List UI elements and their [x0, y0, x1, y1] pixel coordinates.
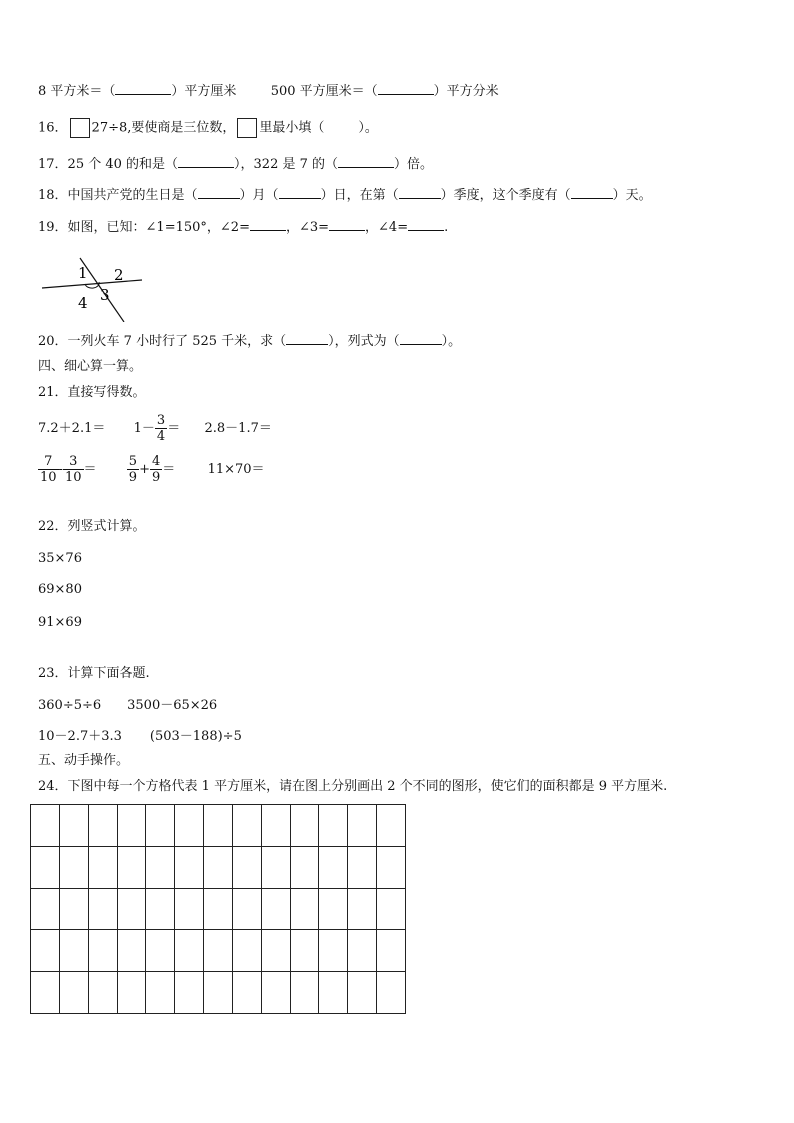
grid-cell[interactable] — [204, 805, 233, 847]
grid-cell[interactable] — [59, 846, 88, 888]
answer-blank[interactable] — [399, 186, 441, 199]
grid-cell[interactable] — [88, 972, 117, 1014]
answer-blank[interactable] — [250, 218, 286, 231]
grid-cell[interactable] — [59, 888, 88, 930]
text: ），322 是 7 的（ — [234, 157, 339, 172]
grid-row — [31, 888, 406, 930]
grid-cell[interactable] — [146, 888, 175, 930]
grid-cell[interactable] — [31, 888, 60, 930]
grid-cell[interactable] — [319, 846, 348, 888]
grid-cell[interactable] — [204, 930, 233, 972]
grid-cell[interactable] — [261, 888, 290, 930]
expression: ＝ — [83, 462, 97, 477]
numerator: 7 — [38, 454, 59, 470]
grid-cell[interactable] — [377, 888, 406, 930]
grid-row — [31, 805, 406, 847]
question-23-row-1 — [38, 697, 217, 715]
grid-cell[interactable] — [377, 805, 406, 847]
question-23-row-2 — [38, 728, 242, 746]
text: ）平方厘米 — [171, 84, 237, 99]
grid-cell[interactable] — [31, 846, 60, 888]
grid-cell[interactable] — [204, 972, 233, 1014]
question-19 — [38, 218, 448, 237]
question-22-title: 22．列竖式计算。 — [38, 519, 146, 534]
angle-label-3: 3 — [100, 286, 110, 304]
grid-cell[interactable] — [232, 972, 261, 1014]
vertical-calc-item: 69×80 — [38, 582, 82, 597]
fraction — [38, 454, 59, 485]
question-21-row-2 — [38, 454, 265, 486]
numerator: 3 — [156, 413, 166, 428]
grid-cell[interactable] — [59, 805, 88, 847]
vertical-calc-item: 35×76 — [38, 551, 82, 566]
answer-blank[interactable] — [329, 218, 365, 231]
question-21-row-1 — [38, 413, 272, 445]
grid-cell[interactable] — [146, 972, 175, 1014]
grid-cell[interactable] — [175, 972, 204, 1014]
answer-blank[interactable] — [338, 155, 394, 168]
fraction — [63, 454, 84, 485]
grid-cell[interactable] — [59, 972, 88, 1014]
section-4-heading: 四、细心算一算。 — [38, 359, 143, 374]
answer-blank[interactable] — [571, 186, 613, 199]
grid-cell[interactable] — [319, 888, 348, 930]
square-grid[interactable] — [30, 804, 406, 1014]
text: 19．如图，已知：∠1=150°，∠2= — [38, 220, 250, 235]
question-17 — [38, 155, 433, 174]
angle-label-1: 1 — [78, 264, 88, 282]
question-number: 16． — [38, 120, 68, 136]
answer-blank[interactable] — [115, 82, 171, 95]
text: 500 平方厘米＝（ — [270, 84, 378, 99]
grid-cell[interactable] — [290, 888, 319, 930]
text: 18．中国共产党的生日是（ — [38, 188, 198, 203]
angle-label-2: 2 — [114, 266, 124, 284]
grid-cell[interactable] — [31, 805, 60, 847]
grid-cell[interactable] — [31, 930, 60, 972]
expression: 7.2＋2.1＝ — [38, 421, 106, 436]
grid-cell[interactable] — [377, 846, 406, 888]
horizontal-line — [42, 280, 142, 288]
grid-cell[interactable] — [232, 888, 261, 930]
answer-blank[interactable] — [408, 218, 444, 231]
grid-row — [31, 972, 406, 1014]
answer-blank[interactable] — [198, 186, 240, 199]
answer-blank[interactable] — [178, 155, 234, 168]
grid-cell[interactable] — [175, 805, 204, 847]
grid-cell[interactable] — [117, 972, 146, 1014]
text: ）月（ — [239, 188, 279, 203]
fraction — [127, 454, 139, 485]
question-21-title: 21．直接写得数。 — [38, 385, 146, 400]
text: 8 平方米＝（ — [38, 84, 116, 99]
grid-cell[interactable] — [117, 888, 146, 930]
denominator: 9 — [128, 470, 138, 485]
text: ，∠3= — [285, 220, 330, 235]
grid-cell[interactable] — [348, 846, 377, 888]
expression: 360÷5÷6 — [38, 698, 102, 713]
grid-cell[interactable] — [175, 888, 204, 930]
text: . — [444, 220, 449, 235]
expression: (503－188)÷5 — [149, 729, 242, 744]
denominator: 9 — [151, 470, 161, 485]
question-15-area-conversion — [38, 82, 499, 101]
grid-cell[interactable] — [261, 972, 290, 1014]
text: ）季度，这个季度有（ — [440, 188, 571, 203]
text: 里最小填（ — [259, 120, 325, 136]
grid-cell[interactable] — [117, 846, 146, 888]
vertical-calc-item: 91×69 — [38, 615, 82, 630]
denominator: 10 — [64, 470, 82, 485]
angle-label-4: 4 — [78, 294, 88, 312]
text: 20．一列火车 7 小时行了 525 千米，求（ — [38, 334, 287, 349]
grid-cell[interactable] — [319, 972, 348, 1014]
expression: ＝ — [167, 421, 181, 436]
grid-cell[interactable] — [88, 805, 117, 847]
grid-cell[interactable] — [31, 972, 60, 1014]
question-16 — [38, 118, 378, 138]
denominator: 10 — [40, 470, 57, 485]
text: ）。 — [358, 120, 378, 136]
grid-cell[interactable] — [175, 930, 204, 972]
text: ）日，在第（ — [320, 188, 399, 203]
grid-cell[interactable] — [88, 930, 117, 972]
grid-cell[interactable] — [348, 888, 377, 930]
expression: 2.8－1.7＝ — [204, 421, 272, 436]
grid-row — [31, 846, 406, 888]
grid-cell[interactable] — [232, 805, 261, 847]
grid-cell[interactable] — [59, 930, 88, 972]
text: ）平方分米 — [433, 84, 499, 99]
section-5-heading: 五、动手操作。 — [38, 753, 130, 768]
answer-blank[interactable] — [400, 332, 442, 345]
question-18 — [38, 186, 652, 205]
expression: 10－2.7＋3.3 — [38, 729, 122, 744]
question-24-text: 24．下图中每一个方格代表 1 平方厘米，请在图上分别画出 2 个不同的图形，使它们的面积都是 9 平方厘米. — [38, 779, 668, 794]
digit-box[interactable] — [237, 118, 257, 138]
numerator: 5 — [128, 454, 138, 469]
expression: 11×70＝ — [207, 462, 265, 477]
grid-cell[interactable] — [377, 930, 406, 972]
grid-cell[interactable] — [348, 972, 377, 1014]
grid-cell[interactable] — [290, 846, 319, 888]
numerator: 4 — [151, 454, 161, 469]
grid-cell[interactable] — [261, 805, 290, 847]
grid-cell[interactable] — [175, 846, 204, 888]
grid-cell[interactable] — [146, 930, 175, 972]
text: ），列式为（ — [328, 334, 400, 349]
grid-cell[interactable] — [348, 805, 377, 847]
grid-cell[interactable] — [204, 888, 233, 930]
text: 17．25 个 40 的和是（ — [38, 157, 179, 172]
expression: 3500－65×26 — [127, 698, 218, 713]
question-23-title: 23．计算下面各题. — [38, 666, 150, 681]
denominator: 4 — [156, 429, 166, 444]
angle-diagram — [40, 252, 150, 322]
text: 27÷8,要使商是三位数， — [91, 120, 236, 136]
expression: ＝ — [162, 462, 176, 477]
grid-cell[interactable] — [232, 930, 261, 972]
text: ）倍。 — [394, 157, 434, 172]
text: ）天。 — [612, 188, 652, 203]
grid-cell[interactable] — [88, 846, 117, 888]
expression: 1－ — [133, 421, 155, 436]
grid-cell[interactable] — [117, 805, 146, 847]
grid-cell[interactable] — [290, 805, 319, 847]
grid-cell[interactable] — [261, 846, 290, 888]
text: ，∠4= — [365, 220, 409, 235]
grid-cell[interactable] — [261, 930, 290, 972]
operator: - — [58, 462, 63, 477]
grid-cell[interactable] — [204, 846, 233, 888]
fraction — [155, 413, 167, 444]
operator: + — [139, 462, 150, 477]
answer-blank[interactable] — [378, 82, 434, 95]
grid-cell[interactable] — [117, 930, 146, 972]
numerator: 3 — [63, 454, 84, 470]
grid-cell[interactable] — [146, 846, 175, 888]
digit-box[interactable] — [70, 118, 90, 138]
grid-cell[interactable] — [146, 805, 175, 847]
fraction — [150, 454, 162, 485]
grid-cell[interactable] — [319, 805, 348, 847]
question-20 — [38, 332, 461, 351]
grid-row — [31, 930, 406, 972]
grid-cell[interactable] — [377, 972, 406, 1014]
grid-cell[interactable] — [319, 930, 348, 972]
grid-cell[interactable] — [232, 846, 261, 888]
text: ）。 — [441, 334, 462, 349]
answer-blank[interactable] — [286, 332, 328, 345]
grid-cell[interactable] — [290, 972, 319, 1014]
answer-blank[interactable] — [279, 186, 321, 199]
grid-cell[interactable] — [290, 930, 319, 972]
grid-cell[interactable] — [88, 888, 117, 930]
grid-cell[interactable] — [348, 930, 377, 972]
